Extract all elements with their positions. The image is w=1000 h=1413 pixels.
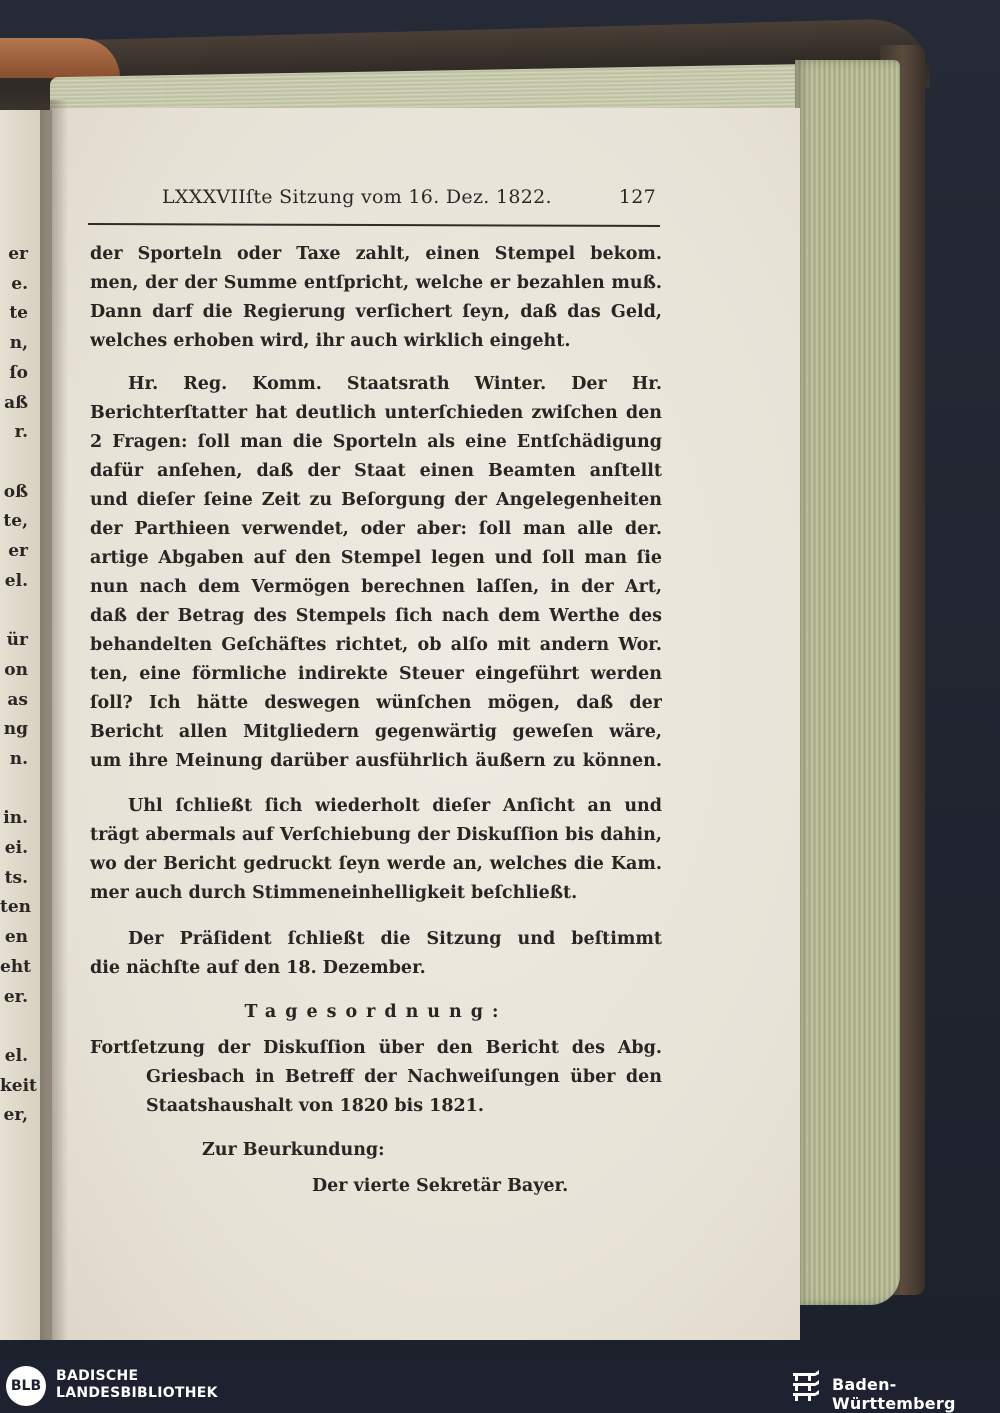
left-page-fragment: er: [8, 244, 28, 264]
left-page-fragment: keit: [0, 1075, 37, 1096]
text-line: die nächſte auf den 18. Dezember.: [90, 958, 426, 978]
text-line: der Sporteln oder Taxe zahlt, einen Stempel bekom.: [90, 244, 662, 264]
text-line: Uhl ſchließt ſich wiederholt dieſer Anſicht an und: [128, 796, 662, 816]
text-line: mer auch durch Stimmeneinhelligkeit beſchließt.: [90, 883, 578, 903]
library-name-line1: BADISCHE: [56, 1368, 139, 1384]
text-line: Berichterſtatter hat deutlich unterſchieden zwiſchen den: [90, 403, 662, 423]
text-line: artige Abgaben auf den Stempel legen und ſoll man ſie: [90, 548, 662, 568]
left-page-fragment: e.: [11, 273, 28, 294]
certification-block: [90, 1136, 662, 1201]
text-line: um ihre Meinung darüber ausführlich äußern zu können.: [90, 751, 662, 771]
left-page-fragment: ng: [3, 719, 28, 740]
left-page-fragment: er,: [3, 1105, 28, 1126]
left-page-fragment: er.: [3, 986, 28, 1007]
text-line: daß der Betrag des Stempels ſich nach dem Werthe des: [90, 606, 662, 626]
library-name-line2: LANDESBIBLIOTHEK: [56, 1385, 218, 1401]
paragraph-3: [90, 792, 662, 908]
library-name[interactable]: [56, 1368, 218, 1402]
agenda-line: Griesbach in Betreff der Nachweiſungen über den: [146, 1067, 662, 1087]
footer-bar: [0, 1360, 1000, 1411]
left-page-fragment: in.: [3, 808, 28, 829]
left-page-fragment: ten: [0, 897, 32, 918]
agenda-heading: Tagesordnung:: [244, 1002, 508, 1022]
left-page-fragment: aß: [4, 392, 28, 413]
text-line: men, der der Summe entſpricht, welche er bezahlen muß.: [90, 273, 662, 293]
text-line: welches erhoben wird, ihr auch wirklich eingeht.: [90, 331, 571, 351]
left-page-fragment: en: [4, 927, 28, 948]
text-line: ten, eine förmliche indirekte Steuer eingeführt werden: [90, 664, 662, 684]
agenda-heading-block: [90, 998, 662, 1027]
running-head-title: LXXXVIIſte Sitzung vom 16. Dez. 1822.: [162, 186, 552, 208]
agenda-line: Fortſetzung der Diskuſſion über den Bericht des Abg.: [90, 1038, 662, 1058]
left-page-fragment: on: [4, 659, 28, 680]
left-page-fragment: te: [9, 303, 28, 324]
certification-signature: Der vierte Sekretär Bayer.: [312, 1176, 569, 1196]
paragraph-2: [90, 370, 662, 776]
page-number: 127: [618, 186, 656, 208]
text-line: Hr. Reg. Komm. Staatsrath Winter. Der Hr.: [128, 374, 662, 394]
certification-label: Zur Beurkundung:: [202, 1140, 385, 1160]
left-page-fragment: ts.: [4, 867, 28, 888]
left-page-fragment: eht: [0, 956, 32, 977]
text-line: und dieſer ſeine Zeit zu Beſorgung der Angelegenheiten: [90, 490, 662, 510]
state-name[interactable]: Baden-Württemberg: [832, 1375, 956, 1413]
left-page-fragment: el.: [4, 1045, 28, 1066]
baden-wuerttemberg-lions-icon[interactable]: [790, 1369, 822, 1403]
text-line: Dann darf die Regierung verſichert ſeyn, daß das Geld,: [90, 302, 662, 322]
left-page-fragment: er: [8, 541, 28, 561]
text-line: Der Präſident ſchließt die Sitzung und beſtimmt: [128, 929, 662, 949]
text-line: der Parthieen verwendet, oder aber: ſoll man alle der.: [90, 519, 662, 539]
left-page-fragment: ür: [6, 630, 28, 651]
left-page-fragment: oß: [3, 481, 28, 502]
running-head: [162, 186, 662, 216]
text-line: wo der Bericht gedruckt ſeyn werde an, welches die Kam.: [90, 854, 662, 874]
left-page-fragment: n.: [9, 748, 28, 769]
left-page-fragment: ei.: [4, 838, 28, 858]
paragraph-1: [90, 240, 662, 356]
paragraph-4: [90, 925, 662, 983]
leather-spine: [0, 38, 120, 78]
left-page-fragment: as: [7, 689, 28, 710]
text-line: trägt abermals auf Verſchiebung der Diskuſſion bis dahin,: [90, 825, 662, 845]
blb-logo[interactable]: BLB: [6, 1366, 46, 1406]
text-line: dafür anſehen, daß der Staat einen Beamten anſtellt: [90, 461, 662, 481]
text-line: behandelten Geſchäftes richtet, ob alſo mit andern Wor.: [90, 635, 662, 655]
text-line: Bericht allen Mitgliedern gegenwärtig geweſen wäre,: [90, 722, 662, 742]
text-line: ſoll? Ich hätte deswegen wünſchen mögen, daß der: [90, 693, 662, 713]
left-page-fragment: ſo: [9, 362, 28, 383]
left-page-fragment: r.: [14, 422, 28, 443]
agenda-line: Staatshaushalt von 1820 bis 1821.: [146, 1096, 484, 1116]
page-block-edge: [795, 60, 900, 1305]
left-page-fragment: n,: [9, 333, 28, 354]
left-page-fragment: el.: [4, 570, 28, 591]
text-line: 2 Fragen: ſoll man die Sporteln als eine Entſchädigung: [90, 432, 662, 452]
agenda-block: [90, 1034, 662, 1121]
left-page-fragment: te,: [3, 511, 28, 532]
text-line: nun nach dem Vermögen berechnen laſſen, in der Art,: [90, 577, 662, 597]
